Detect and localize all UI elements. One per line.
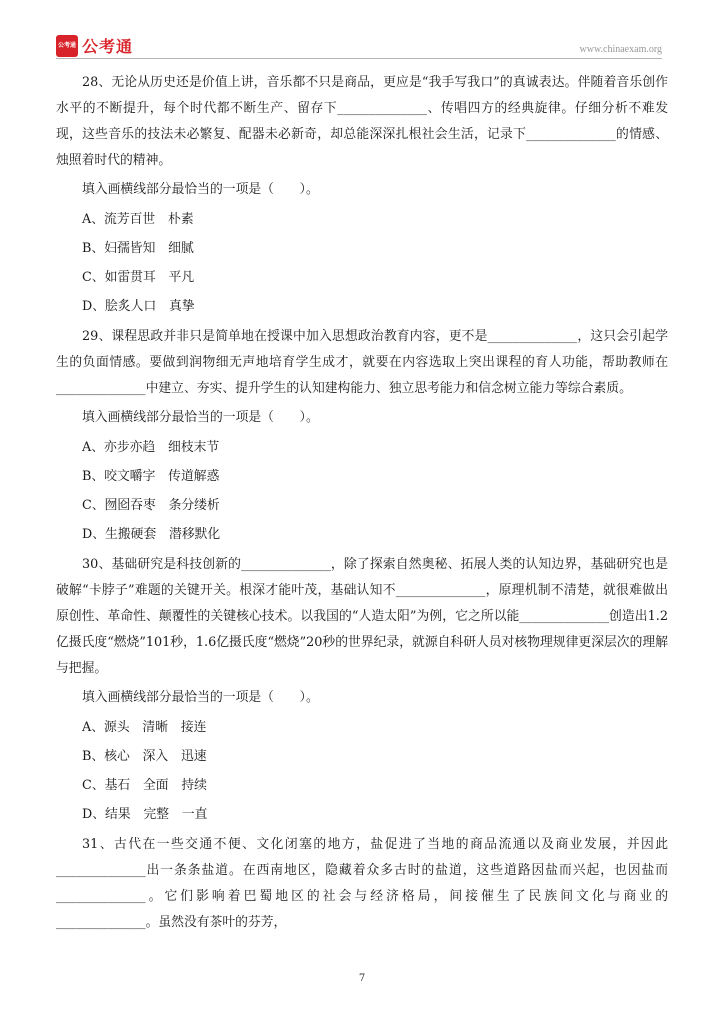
page-header bbox=[56, 30, 662, 60]
question-text: 31、古代在一些交通不便、文化闭塞的地方，盐促进了当地的商品流通以及商业发展，并因此______________出一条条盐道。在西南地区，隐藏着众多古时的盐道，这些道路因盐而兴起，也因盐而______________。它们影响着巴蜀地区的社会与经济格局，间接催生了民族间文化与商业的______________。虽然没有茶叶的芬芳， bbox=[56, 837, 668, 930]
question-text: 29、课程思政并非只是简单地在授课中加入思想政治教育内容，更不是______________，这只会引起学生的负面情感。要做到润物细无声地培育学生成才，就要在内容选取上突出课程的育人功能，帮助教师在______________中建立、夯实、提升学生的认知建构能力、独立思考能力和信念树立能力等综合素质。 bbox=[56, 329, 668, 396]
option-a: A、流芳百世 朴素 bbox=[82, 212, 194, 227]
question-29 bbox=[56, 324, 668, 549]
option-b: B、核心 深入 迅速 bbox=[82, 749, 207, 764]
option-c: C、如雷贯耳 平凡 bbox=[82, 270, 195, 285]
document-body bbox=[56, 70, 668, 939]
question-text: 30、基础研究是科技创新的______________，除了探索自然奥秘、拓展人类的认知边界，基础研究也是破解“卡脖子”难题的关键开关。根深才能叶茂，基础认知不______________，原理机制不清楚，就很难做出原创性、革命性、颠覆性的关键核心技术。以我国的“人造太阳”为例，它之所以能______________创造出1.2亿摄氏度“燃烧”101秒，1.6亿摄氏度“燃烧”20秒的世界纪录，就源自科研人员对核物理规律更深层次的理解与把握。 bbox=[56, 557, 668, 676]
logo-badge: 公考通 bbox=[56, 35, 78, 57]
logo-text: 公考通 bbox=[82, 37, 134, 56]
question-31 bbox=[56, 832, 668, 936]
question-prompt: 填入画横线部分最恰当的一项是（ ）。 bbox=[82, 410, 319, 425]
logo[interactable] bbox=[56, 34, 133, 57]
question-prompt: 填入画横线部分最恰当的一项是（ ）。 bbox=[82, 182, 319, 197]
header-divider bbox=[56, 58, 662, 59]
option-d: D、脍炙人口 真挚 bbox=[82, 299, 195, 314]
option-b: B、咬文嚼字 传道解惑 bbox=[82, 469, 220, 484]
question-28 bbox=[56, 70, 668, 321]
option-c: C、基石 全面 持续 bbox=[82, 778, 207, 793]
option-list bbox=[56, 205, 668, 321]
site-url[interactable]: www.chinaexam.org bbox=[579, 44, 662, 55]
page-number: 7 bbox=[358, 973, 366, 984]
option-list bbox=[56, 433, 668, 549]
question-prompt: 填入画横线部分最恰当的一项是（ ）。 bbox=[82, 690, 319, 705]
option-a: A、亦步亦趋 细枝末节 bbox=[82, 440, 220, 455]
question-text: 28、无论从历史还是价值上讲，音乐都不只是商品，更应是“我手写我口”的真诚表达。伴随着音乐创作水平的不断提升，每个时代都不断生产、留存下______________、传唱四方的经典旋律。仔细分析不难发现，这些音乐的技法未必繁复、配器未必新奇，却总能深深扎根社会生活，记录下______________的情感、烛照着时代的精神。 bbox=[56, 75, 668, 168]
option-list bbox=[56, 713, 668, 829]
option-b: B、妇孺皆知 细腻 bbox=[82, 241, 194, 256]
option-d: D、结果 完整 一直 bbox=[82, 807, 208, 822]
option-d: D、生搬硬套 潜移默化 bbox=[82, 527, 221, 542]
question-30 bbox=[56, 552, 668, 829]
option-c: C、囫囵吞枣 条分缕析 bbox=[82, 498, 220, 513]
option-a: A、源头 清晰 接连 bbox=[82, 720, 207, 735]
